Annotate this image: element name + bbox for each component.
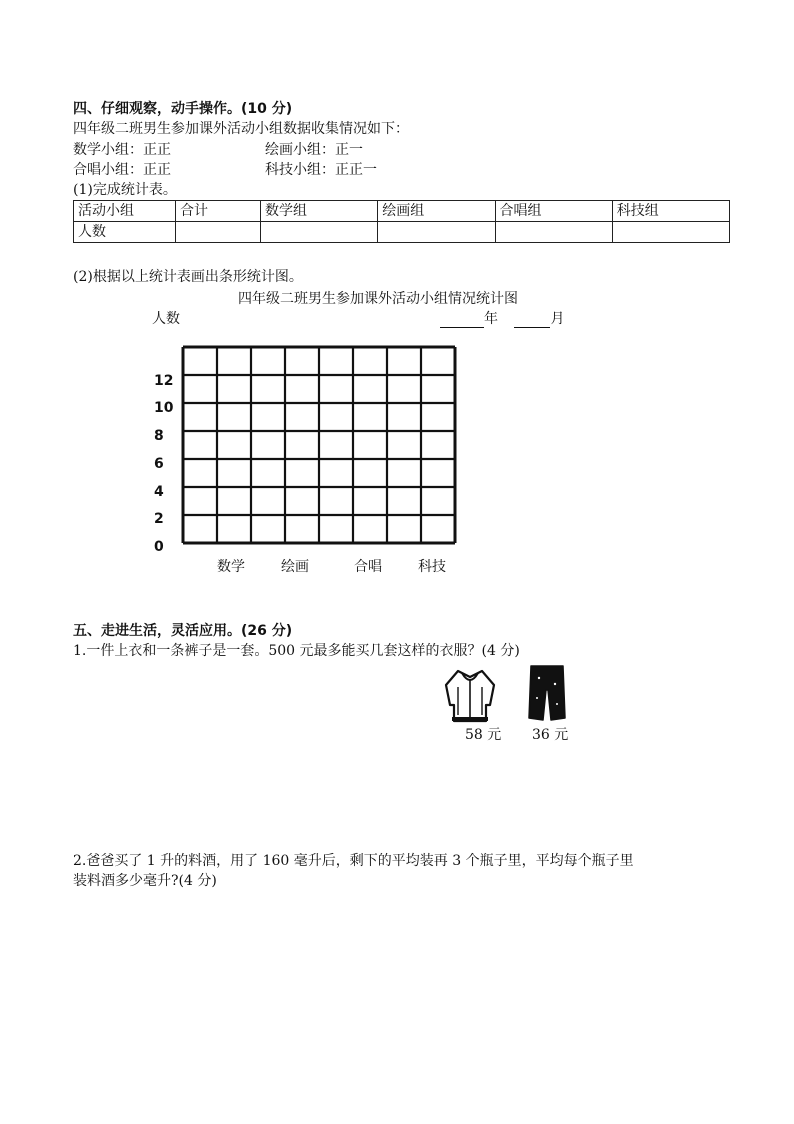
jacket-price: 58 元 — [465, 727, 502, 743]
table-row-label: 人数 — [74, 222, 176, 243]
table-header-cell: 科技组 — [612, 201, 729, 222]
section5-question-2-line1: 2.爸爸买了 1 升的料酒，用了 160 毫升后，剩下的平均装再 3 个瓶子里，平均每个瓶子里 — [73, 853, 634, 869]
year-label: 年 — [484, 311, 498, 327]
table-header-cell: 绘画组 — [378, 201, 495, 222]
x-category-label: 科技 — [418, 559, 446, 575]
tally-choir: 合唱小组：正正 — [73, 162, 171, 178]
question-2: (2)根据以上统计表画出条形统计图。 — [73, 269, 303, 285]
stats-table — [73, 200, 730, 243]
x-category-label: 绘画 — [281, 559, 309, 575]
section4-intro: 四年级二班男生参加课外活动小组数据收集情况如下： — [73, 121, 409, 137]
table-input-cell[interactable] — [261, 222, 378, 243]
section5-question-2-line2: 装料酒多少毫升?(4 分) — [73, 873, 217, 889]
table-row — [74, 222, 730, 243]
y-tick-label: 0 — [154, 539, 164, 555]
jacket-icon — [440, 665, 500, 725]
month-label: 月 — [550, 311, 565, 327]
table-header-cell: 活动小组 — [74, 201, 176, 222]
y-tick-label: 8 — [154, 428, 164, 444]
table-input-cell[interactable] — [378, 222, 495, 243]
tally-tech: 科技小组：正正一 — [265, 162, 377, 178]
table-header-cell: 数学组 — [261, 201, 378, 222]
chart-title: 四年级二班男生参加课外活动小组情况统计图 — [238, 291, 518, 307]
section4-title: 四、仔细观察，动手操作。(10 分) — [73, 101, 293, 117]
table-header-cell: 合计 — [176, 201, 261, 222]
tally-drawing: 绘画小组：正一 — [265, 142, 363, 158]
chart-date — [440, 310, 564, 328]
y-tick-label: 4 — [154, 484, 164, 500]
table-header-row — [74, 201, 730, 222]
table-input-cell[interactable] — [495, 222, 612, 243]
table-header-cell: 合唱组 — [495, 201, 612, 222]
month-blank[interactable] — [514, 313, 550, 328]
pants-price: 36 元 — [532, 727, 569, 743]
x-category-label: 数学 — [217, 559, 245, 575]
section5-title: 五、走进生活，灵活应用。(26 分) — [73, 623, 293, 639]
y-tick-label: 2 — [154, 511, 164, 527]
y-tick-label: 12 — [154, 373, 174, 389]
bar-chart-grid[interactable] — [150, 340, 460, 555]
x-category-label: 合唱 — [354, 559, 382, 575]
year-blank[interactable] — [440, 313, 484, 328]
chart-ylabel: 人数 — [152, 311, 180, 327]
y-tick-label: 6 — [154, 456, 164, 472]
section5-question-1: 1.一件上衣和一条裤子是一套。500 元最多能买几套这样的衣服？(4 分) — [73, 643, 520, 659]
table-input-cell[interactable] — [612, 222, 729, 243]
y-tick-label: 10 — [154, 400, 174, 416]
table-input-cell[interactable] — [176, 222, 261, 243]
pants-icon — [527, 664, 567, 724]
question-1: (1)完成统计表。 — [73, 182, 177, 198]
tally-math: 数学小组：正正 — [73, 142, 171, 158]
